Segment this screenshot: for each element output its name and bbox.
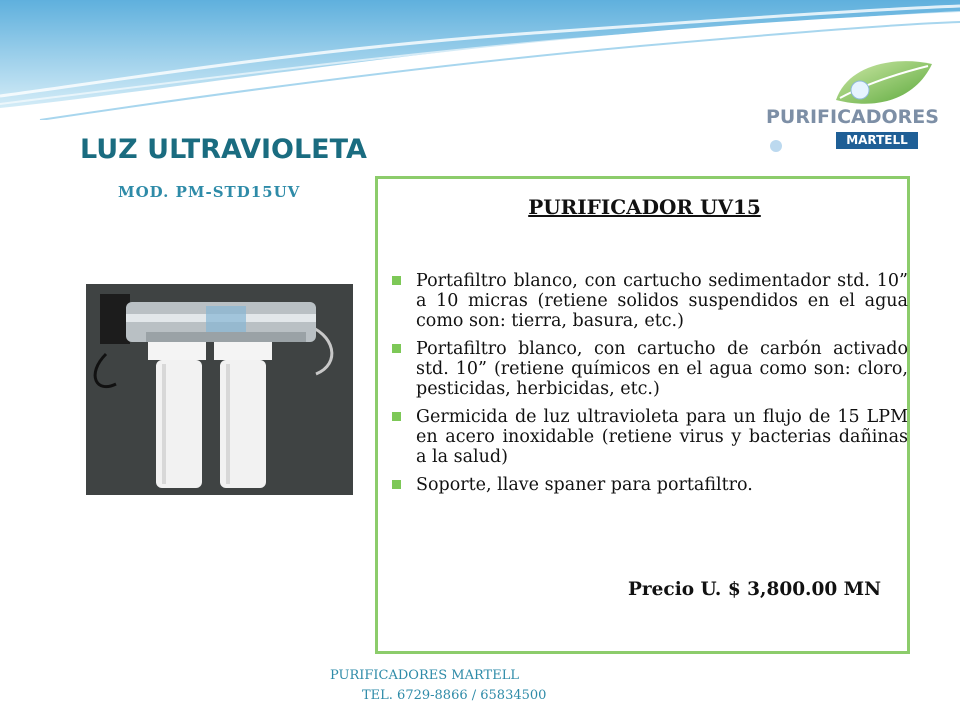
list-item: Portafiltro blanco, con cartucho sedimentador std. 10” a 10 micras (retiene solidos suspendidos en el agua como son: tierra, basura, etc.) <box>388 271 908 331</box>
model-label: MOD. PM-STD15UV <box>118 183 301 201</box>
page-title: LUZ ULTRAVIOLETA <box>80 134 367 165</box>
bullet-icon <box>392 344 401 353</box>
logo-sub: MARTELL <box>836 132 918 149</box>
price-label: Precio U. $ 3,800.00 MN <box>628 579 882 600</box>
company-logo <box>736 42 960 174</box>
logo-name: PURIFICADORES <box>766 106 939 128</box>
list-item: Germicida de luz ultravioleta para un flujo de 15 LPM en acero inoxidable (retiene virus y bacterias dañinas a la salud) <box>388 407 908 467</box>
bullet-icon <box>392 276 401 285</box>
list-item: Soporte, llave spaner para portafiltro. <box>388 475 908 495</box>
footer-company: PURIFICADORES MARTELL <box>330 668 519 683</box>
product-panel <box>375 176 910 654</box>
product-title: PURIFICADOR UV15 <box>528 195 761 219</box>
footer <box>330 666 580 706</box>
bullet-icon <box>392 412 401 421</box>
list-item: Portafiltro blanco, con cartucho de carbón activado std. 10” (retiene químicos en el agua como son: cloro, pesticidas, herbicidas, etc.) <box>388 339 908 399</box>
product-photo <box>86 284 353 495</box>
bullet-icon <box>392 480 401 489</box>
feature-list <box>388 271 908 503</box>
footer-phone: TEL. 6729-8866 / 65834500 <box>362 688 547 703</box>
